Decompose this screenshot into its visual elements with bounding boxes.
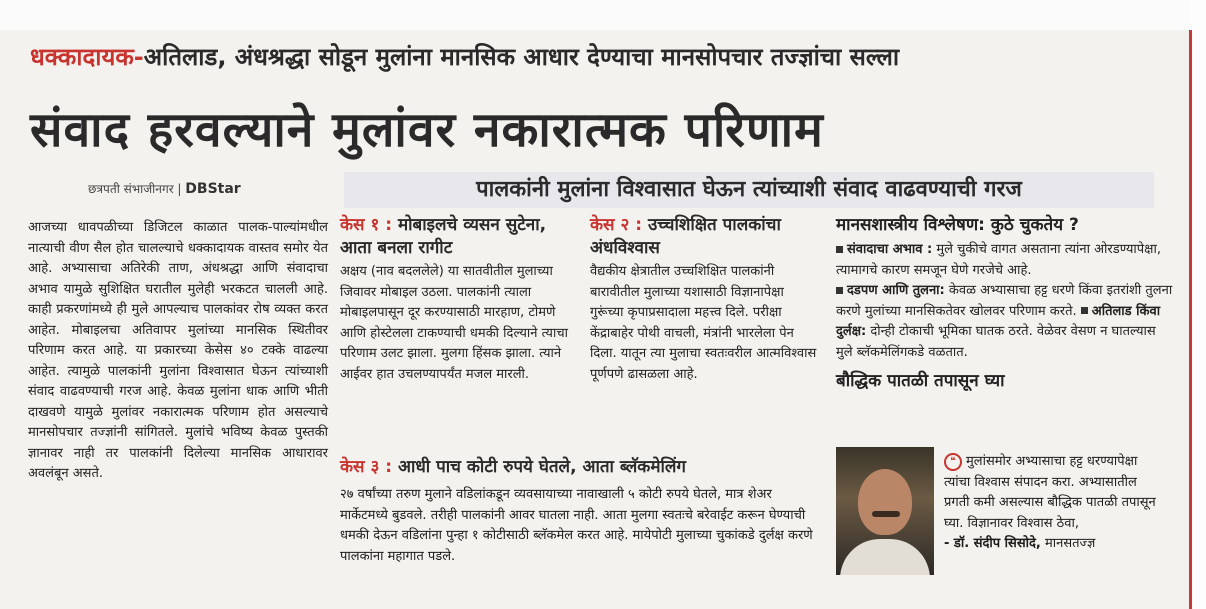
scan-border-top xyxy=(0,0,1206,30)
photo-moustache xyxy=(872,511,900,517)
analysis-point-1 xyxy=(836,240,1176,281)
case-2 xyxy=(590,214,820,385)
expert-byline: - डॉ. संदीप सिसोदे, xyxy=(944,536,1041,551)
analysis-point-3-label: अतिलाड किंवा दुर्लक्ष: xyxy=(836,303,1161,339)
case-1-label: केस १ : xyxy=(340,215,393,235)
analysis-column xyxy=(836,212,1176,392)
bullet-square-icon xyxy=(1081,307,1088,314)
photo-face xyxy=(858,469,912,535)
case-2-body: वैद्यकीय क्षेत्रातील उच्चशिक्षित पालकांनी बारावीतील मुलाच्या यशासाठी विज्ञानापेक्षा गुरूंच्या कृपाप्रसादाला महत्त्व दिले. परीक्षा केंद्राबाहेर पोथी वाचली, मंत्रांनी भारलेला पेन दिला. यातून त्या मुलाचा स्वतःवरील आत्मविश्वास पूर्णपणे ढासळला आहे. xyxy=(590,264,817,382)
case-2-label: केस २ : xyxy=(590,215,643,235)
case-2-heading xyxy=(590,214,820,260)
analysis-point-2 xyxy=(836,281,1176,363)
analysis-point-2-label: दडपण आणि तुलना: xyxy=(847,283,945,298)
subheadline: पालकांनी मुलांना विश्वासात घेऊन त्यांच्याशी संवाद वाढवण्याची गरज xyxy=(344,172,1154,208)
headline: संवाद हरवल्याने मुलांवर नकारात्मक परिणाम xyxy=(30,102,824,158)
analysis-point-2-text: केवळ अभ्यासाचा हट्ट धरणे किंवा इतरांशी तुलना करणे मुलांच्या मानसिकतेवर खोलवर परिणाम करते. xyxy=(836,283,1173,319)
analysis-point-3-text: दोन्ही टोकाची भूमिका घातक ठरते. वेळेवर वेसण न घातल्यास मुले ब्लॅकमेलिंगकडे वळतात. xyxy=(836,324,1156,360)
dateline-place: छत्रपती संभाजीनगर xyxy=(88,182,174,196)
kicker-highlight: धक्कादायक- xyxy=(30,43,144,71)
case-1-body: अक्षय (नाव बदललेले) या सातवीतील मुलाच्या जिवावर मोबाइल उठला. पालकांनी त्याला मोबाइलपासून दूर करण्यासाठी मारहाण, टोमणे आणि होस्टेलला टाकण्याची धमकी दिल्याने त्याचा परिणाम उलट झाला. मुलगा हिंसक झाला. त्याने आईवर हात उचलण्यापर्यंत मजल मारली. xyxy=(340,264,568,382)
case-2-title: उच्चशिक्षित पालकांचा अंधविश्वास xyxy=(590,215,781,258)
case-3-label: केस ३ : xyxy=(340,457,393,477)
expert-quote xyxy=(944,452,1158,555)
analysis-heading: मानसशास्त्रीय विश्लेषण: कुठे चुकतेय ? xyxy=(836,215,1079,235)
expert-quote-text: मुलांसमोर अभ्यासाचा हट्ट धरण्यापेक्षा त्यांचा विश्वास संपादन करा. अभ्यासातील प्रगती कमी असल्यास बौद्धिक पातळी तपासून घ्या. विज्ञानावर विश्वास ठेवा, xyxy=(944,454,1156,531)
case-1 xyxy=(340,214,578,385)
page-edge-line xyxy=(1189,30,1192,609)
bullet-square-icon xyxy=(836,287,843,294)
case-1-heading xyxy=(340,214,578,260)
analysis-point-1-text: मुले चुकीचे वागत असताना त्यांना ओरडण्यापेक्षा, त्यामागचे कारण समजून घेणे गरजेचे आहे. xyxy=(836,242,1161,278)
photo-shirt xyxy=(840,539,930,575)
brand-logo: DBStar xyxy=(185,181,241,197)
case-1-title: मोबाइलचे व्यसन सुटेना, आता बनला रागीट xyxy=(340,215,547,258)
expert-role: मानसतज्ज्ञ xyxy=(1044,536,1096,551)
iq-heading: बौद्धिक पातळी तपासून घ्या xyxy=(836,371,1005,391)
bullet-square-icon xyxy=(836,246,843,253)
case-3 xyxy=(340,456,820,567)
expert-photo xyxy=(836,447,934,575)
case-3-heading xyxy=(340,456,820,479)
case-3-body: २७ वर्षांच्या तरुण मुलाने वडिलांकडून व्यवसायाच्या नावाखाली ५ कोटी रुपये घेतले, मात्र शेअर मार्केटमध्ये बुडवले. तरीही पालकांनी आवर घातला नाही. आता मुलगा स्वतःचे बरेवाईट करून घेण्याची धमकी देऊन वडिलांना पुन्हा १ कोटीसाठी ब्लॅकमेल करत आहे. मायेपोटी मुलाच्या चुकांकडे दुर्लक्ष करणे पालकांना महागात पडले. xyxy=(340,487,813,564)
analysis-point-1-label: संवादाचा अभाव : xyxy=(847,242,933,257)
kicker xyxy=(30,40,899,73)
intro-paragraph: आजच्या धावपळीच्या डिजिटल काळात पालक-पाल्यांमधील नात्याची वीण सैल होत चालल्याचे धक्कादायक वास्तव समोर येत आहे. अभ्यासाचा अतिरेकी ताण, अंधश्रद्धा आणि संवादाचा अभाव यामुळे सुशिक्षित घरातील मुलेही भरकटत चालली आहे. काही प्रकरणांमध्ये ही मुले आपल्याच पालकांवर रोष व्यक्त करत आहेत. मोबाइलचा अतिवापर मुलांच्या मानसिक स्थितीवर परिणाम करत आहे. या प्रकारच्या केसेस ४० टक्के वाढल्या आहेत. त्यामुळे पालकांनी मुलांना विश्वासात घेऊन त्यांच्याशी संवाद वाढवण्याची गरज आहे. केवळ मुलांना धाक आणि भीती दाखवणे यामुळे मुलांवर नकारात्मक परिणाम होत असल्याचे मानसोपचार तज्ज्ञांनी सांगितले. मुलांचे भविष्य केवळ पुस्तकी ज्ञानावर नाही तर पालकांनी दिलेल्या मानसिक आधारावर अवलंबून असते. xyxy=(28,220,328,481)
case-3-title: आधी पाच कोटी रुपये घेतले, आता ब्लॅकमेलिंग xyxy=(397,457,686,477)
quote-icon: ❝ xyxy=(944,453,962,471)
dateline: छत्रपती संभाजीनगर | DBStar xyxy=(88,181,241,197)
scan-border-right xyxy=(1190,0,1206,609)
kicker-text: अतिलाड, अंधश्रद्धा सोडून मुलांना मानसिक आधार देण्याचा मानसोपचार तज्ज्ञांचा सल्ला xyxy=(143,43,900,71)
